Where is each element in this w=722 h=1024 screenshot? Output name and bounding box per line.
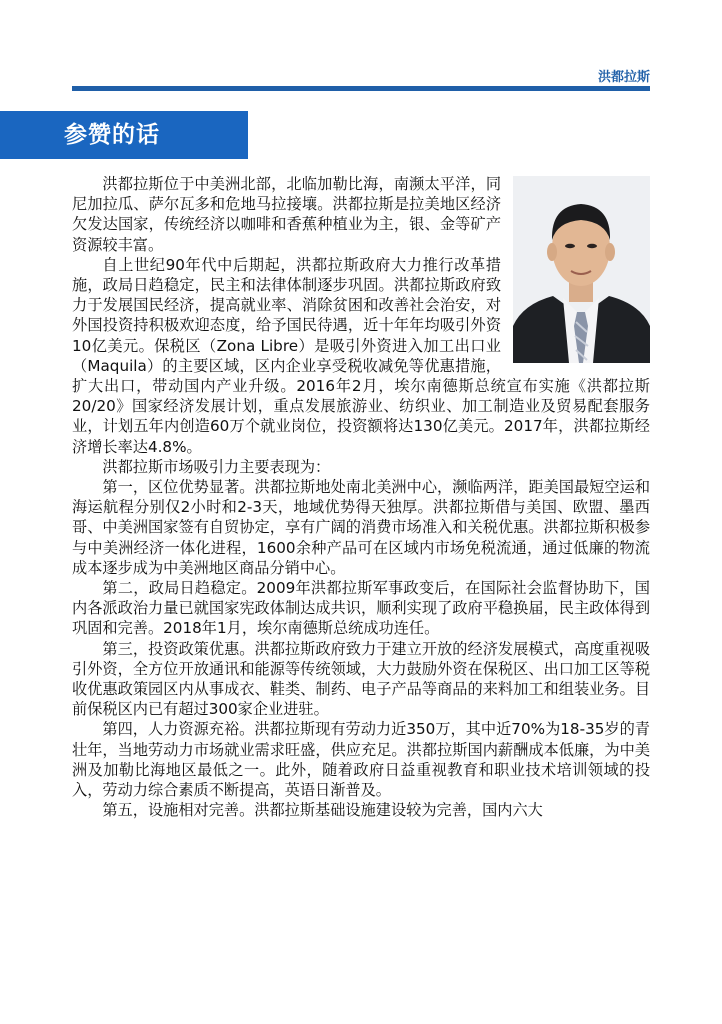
paragraph-1: 洪都拉斯位于中美洲北部，北临加勒比海，南濒太平洋，同尼加拉瓜、萨尔瓦多和危地马拉接壤。洪都拉斯是拉美地区经济欠发达国家，传统经济以咖啡和香蕉种植业为主，银、金等矿产资源较丰富。 (72, 175, 501, 254)
header-rule (72, 86, 650, 91)
portrait-image (513, 176, 650, 363)
counselor-portrait (513, 176, 650, 363)
section-title: 参赞的话 (0, 111, 248, 159)
paragraph-5: 第二，政局日趋稳定。2009年洪都拉斯军事政变后，在国际社会监督协助下，国内各派政治力量已就国家宪政体制达成共识，顺利实现了政府平稳换届，民主政体得到巩固和完善。2018年1月，埃尔南德斯总统成功连任。 (72, 579, 650, 638)
paragraph-6: 第三，投资政策优惠。洪都拉斯政府致力于建立开放的经济发展模式，高度重视吸引外资，全方位开放通讯和能源等传统领域，大力鼓励外资在保税区、出口加工区等税收优惠政策园区内从事成衣、鞋类、制药、电子产品等商品的来料加工和组装业务。目前保税区内已有超过300家企业进驻。 (72, 639, 650, 719)
article-body (72, 174, 650, 821)
paragraph-2: 自上世纪90年代中后期起，洪都拉斯政府大力推行改革措施，政局日趋稳定，民主和法律体制逐步巩固。洪都拉斯政府致力于发展国民经济，提高就业率、消除贫困和改善社会治安，对外国投资持积极欢迎态度，给予国民待遇，近十年年均吸引外资10亿美元。保税区（Zona Libre）是吸引外资进入加工出口业（Maquila）的主要区域，区内企业享受税收减免等优惠措施，扩大出口，带动国内产业升级。2016年2月，埃尔南德斯总统宣布实施《洪都拉斯20/20》国家经济发展计划，重点发展旅游业、纺织业、加工制造业及贸易配套服务业，计划五年内创造60万个就业岗位，投资额将达130亿美元。2017年，洪都拉斯经济增长率达4.8%。 (72, 255, 650, 456)
paragraph-8: 第五，设施相对完善。洪都拉斯基础设施建设较为完善，国内六大 (102, 801, 543, 820)
paragraph-3: 洪都拉斯市场吸引力主要表现为： (102, 457, 331, 476)
paragraph-4: 第一，区位优势显著。洪都拉斯地处南北美洲中心，濒临两洋，距美国最短空运和海运航程分别仅2小时和2-3天，地域优势得天独厚。洪都拉斯借与美国、欧盟、墨西哥、中美洲国家签有自贸协定，享有广阔的消费市场准入和关税优惠。洪都拉斯积极参与中美洲经济一体化进程，1600余种产品可在区域内市场免税流通，通过低廉的物流成本逐步成为中美洲地区商品分销中心。 (72, 478, 650, 577)
running-header-title: 洪都拉斯 (597, 70, 650, 85)
paragraph-7: 第四，人力资源充裕。洪都拉斯现有劳动力近350万，其中近70%为18-35岁的青壮年，当地劳动力市场就业需求旺盛，供应充足。洪都拉斯国内薪酬成本低廉，为中美洲及加勒比海地区最低之一。此外，随着政府日益重视教育和职业技术培训领域的投入，劳动力综合素质不断提高，英语日渐普及。 (72, 720, 650, 800)
